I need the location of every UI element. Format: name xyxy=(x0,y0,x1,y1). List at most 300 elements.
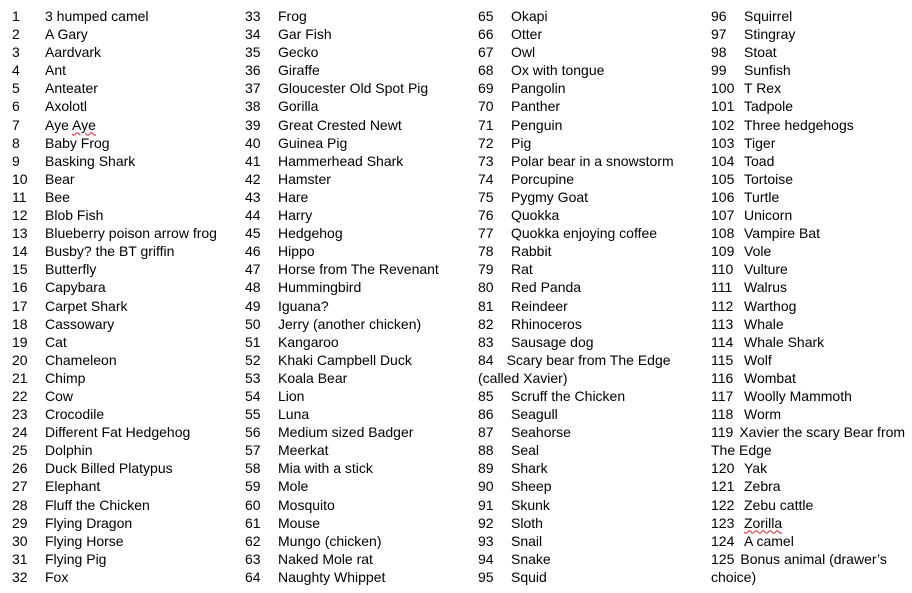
item-number: 86 xyxy=(478,406,494,423)
item-name: Flying Dragon xyxy=(45,514,133,531)
item-number: 37 xyxy=(245,80,261,97)
list-item xyxy=(711,550,912,586)
item-number: 62 xyxy=(245,532,261,549)
list-item xyxy=(478,514,706,532)
item-name: Hamster xyxy=(278,170,331,187)
item-name: Bee xyxy=(45,188,70,205)
item-number: 4 xyxy=(12,62,20,79)
item-name: Quokka enjoying coffee xyxy=(511,225,658,242)
list-item xyxy=(711,43,912,61)
item-name: Duck Billed Platypus xyxy=(45,460,173,477)
item-number: 76 xyxy=(478,207,494,224)
item-number: 79 xyxy=(478,261,494,278)
list-item xyxy=(478,423,706,441)
list-item xyxy=(12,532,240,550)
item-name: Anteater xyxy=(45,80,98,97)
column-1 xyxy=(12,7,240,586)
item-number: 122 xyxy=(711,496,735,513)
list-item xyxy=(711,188,912,206)
item-name: Whale xyxy=(744,315,784,332)
list-item xyxy=(12,224,240,242)
item-number: 50 xyxy=(245,315,261,332)
item-number: 101 xyxy=(711,98,735,115)
item-name: Cow xyxy=(45,387,74,404)
item-name: Skunk xyxy=(511,496,550,513)
list-item xyxy=(478,532,706,550)
list-item xyxy=(245,206,473,224)
item-number: 66 xyxy=(478,26,494,43)
item-name: Chameleon xyxy=(45,351,117,368)
item-name: Sheep xyxy=(511,478,552,495)
item-number: 109 xyxy=(711,243,735,260)
item-name: Luna xyxy=(278,406,310,423)
item-number: 41 xyxy=(245,152,261,169)
item-name: Owl xyxy=(511,44,536,61)
item-name: Gar Fish xyxy=(278,26,332,43)
item-name: 3 humped camel xyxy=(45,8,149,24)
item-number: 73 xyxy=(478,152,494,169)
item-name: Capybara xyxy=(45,279,106,296)
item-number: 24 xyxy=(12,424,28,441)
item-name: Frog xyxy=(278,8,307,24)
item-name: Hare xyxy=(278,188,309,205)
item-name: Porcupine xyxy=(511,170,575,187)
item-name: Hammerhead Shark xyxy=(278,152,404,169)
item-number: 2 xyxy=(12,26,20,43)
item-number: 20 xyxy=(12,351,28,368)
list-item xyxy=(711,369,912,387)
item-number: 6 xyxy=(12,98,20,115)
list-item xyxy=(12,61,240,79)
item-name: Naked Mole rat xyxy=(278,550,373,567)
item-number: 117 xyxy=(711,387,734,404)
item-name: Bonus animal (drawer’s choice) xyxy=(711,550,887,585)
list-item xyxy=(12,43,240,61)
list-item xyxy=(711,351,912,369)
list-item xyxy=(245,369,473,387)
item-name: Sunfish xyxy=(744,62,791,79)
list-item xyxy=(711,224,912,242)
list-item xyxy=(711,278,912,296)
item-name: Busby? the BT griffin xyxy=(45,243,175,260)
item-number: 75 xyxy=(478,188,494,205)
list-item xyxy=(245,79,473,97)
item-name: Aye Aye xyxy=(45,116,96,133)
item-number: 70 xyxy=(478,98,494,115)
item-number: 33 xyxy=(245,8,261,24)
item-number: 116 xyxy=(711,369,734,386)
item-name: Tiger xyxy=(744,134,776,151)
list-item xyxy=(12,333,240,351)
item-number: 36 xyxy=(245,62,261,79)
item-name: Quokka xyxy=(511,207,560,224)
list-item xyxy=(12,387,240,405)
item-name: Medium sized Badger xyxy=(278,424,414,441)
list-item xyxy=(711,315,912,333)
item-number: 59 xyxy=(245,478,261,495)
list-item xyxy=(711,79,912,97)
item-number: 3 xyxy=(12,44,20,61)
list-item xyxy=(245,496,473,514)
item-name: Mosquito xyxy=(278,496,335,513)
item-name: Vulture xyxy=(744,261,788,278)
item-number: 93 xyxy=(478,532,494,549)
item-number: 125 xyxy=(711,550,735,567)
list-item xyxy=(478,7,706,25)
item-name: A Gary xyxy=(45,26,88,43)
item-number: 120 xyxy=(711,460,735,477)
item-name: Vampire Bat xyxy=(744,225,820,242)
item-name: Meerkat xyxy=(278,442,329,459)
column-2 xyxy=(245,7,473,586)
item-name: Stoat xyxy=(744,44,777,61)
item-number: 53 xyxy=(245,369,261,386)
item-name: Elephant xyxy=(45,478,101,495)
item-number: 13 xyxy=(12,225,28,242)
item-number: 42 xyxy=(245,170,261,187)
item-name: Shark xyxy=(511,460,548,477)
item-name: Sloth xyxy=(511,514,543,531)
item-name: Woolly Mammoth xyxy=(744,387,852,404)
list-item xyxy=(245,297,473,315)
item-number: 15 xyxy=(12,261,28,278)
list-item xyxy=(478,242,706,260)
item-name: Hummingbird xyxy=(278,279,362,296)
list-item xyxy=(711,152,912,170)
list-item xyxy=(12,568,240,586)
item-name: Jerry (another chicken) xyxy=(278,315,422,332)
item-name xyxy=(744,514,782,532)
item-name: Scruff the Chicken xyxy=(511,387,626,404)
item-number: 23 xyxy=(12,406,28,423)
list-item xyxy=(711,333,912,351)
item-name: Ox with tongue xyxy=(511,62,605,79)
item-name: Fox xyxy=(45,568,69,585)
list-item xyxy=(478,170,706,188)
item-number: 90 xyxy=(478,478,494,495)
list-item xyxy=(12,477,240,495)
list-item xyxy=(12,116,240,134)
item-number: 108 xyxy=(711,225,735,242)
item-name: Gloucester Old Spot Pig xyxy=(278,80,429,97)
item-name: Rat xyxy=(511,261,533,278)
item-name: Gorilla xyxy=(278,98,319,115)
item-name: Mia with a stick xyxy=(278,460,373,477)
item-number: 45 xyxy=(245,225,261,242)
item-number: 65 xyxy=(478,8,494,24)
list-item xyxy=(711,496,912,514)
item-name: Blob Fish xyxy=(45,207,104,224)
item-name: Great Crested Newt xyxy=(278,116,402,133)
list-item xyxy=(245,405,473,423)
item-name: Zebu cattle xyxy=(744,496,814,513)
list-item xyxy=(711,7,912,25)
list-item xyxy=(12,278,240,296)
list-item xyxy=(245,278,473,296)
item-number: 95 xyxy=(478,568,494,585)
list-item xyxy=(12,423,240,441)
list-item xyxy=(245,134,473,152)
item-number: 22 xyxy=(12,387,28,404)
item-number: 103 xyxy=(711,134,735,151)
item-name: Flying Horse xyxy=(45,532,124,549)
list-item xyxy=(478,260,706,278)
item-number: 5 xyxy=(12,80,20,97)
item-name: Otter xyxy=(511,26,543,43)
item-name: Fluff the Chicken xyxy=(45,496,150,513)
item-number: 114 xyxy=(711,333,734,350)
item-number: 12 xyxy=(12,207,28,224)
item-number: 56 xyxy=(245,424,261,441)
item-name: Lion xyxy=(278,387,305,404)
item-number: 82 xyxy=(478,315,494,332)
item-number: 14 xyxy=(12,243,28,260)
column-4 xyxy=(711,7,912,586)
item-number: 28 xyxy=(12,496,28,513)
item-name: Panther xyxy=(511,98,561,115)
list-item xyxy=(245,532,473,550)
item-number: 83 xyxy=(478,333,494,350)
list-item xyxy=(478,116,706,134)
list-item xyxy=(478,188,706,206)
item-number: 57 xyxy=(245,442,261,459)
item-number: 110 xyxy=(711,261,734,278)
item-name: Unicorn xyxy=(744,207,793,224)
list-item xyxy=(711,387,912,405)
item-name: Okapi xyxy=(511,8,548,24)
item-number: 48 xyxy=(245,279,261,296)
list-item xyxy=(245,7,473,25)
list-item xyxy=(711,170,912,188)
item-number: 67 xyxy=(478,44,494,61)
item-number: 27 xyxy=(12,478,28,495)
item-name: Ant xyxy=(45,62,67,79)
list-item xyxy=(12,297,240,315)
item-name: Xavier the scary Bear from The Edge xyxy=(711,424,906,459)
item-number: 19 xyxy=(12,333,28,350)
item-name: Rhinoceros xyxy=(511,315,582,332)
item-number: 91 xyxy=(478,496,494,513)
item-name: Harry xyxy=(278,207,313,224)
item-name: Koala Bear xyxy=(278,369,348,386)
item-name: Mole xyxy=(278,478,309,495)
item-number: 61 xyxy=(245,514,261,531)
list-item xyxy=(245,423,473,441)
item-number: 107 xyxy=(711,207,735,224)
item-number: 80 xyxy=(478,279,494,296)
list-item xyxy=(478,206,706,224)
item-name: Seal xyxy=(511,442,540,459)
item-number: 118 xyxy=(711,406,734,423)
item-name: Toad xyxy=(744,152,775,169)
item-number: 92 xyxy=(478,514,494,531)
list-item xyxy=(12,25,240,43)
list-item xyxy=(12,351,240,369)
list-item xyxy=(478,224,706,242)
item-number: 98 xyxy=(711,44,727,61)
item-name: Mungo (chicken) xyxy=(278,532,382,549)
item-name: Walrus xyxy=(744,279,788,296)
spellcheck-flag: Aye xyxy=(72,116,96,133)
item-name: T Rex xyxy=(744,80,782,97)
list-item xyxy=(478,79,706,97)
item-name: Zebra xyxy=(744,478,781,495)
item-name: Pygmy Goat xyxy=(511,188,589,205)
item-number: 87 xyxy=(478,424,494,441)
list-item xyxy=(12,7,240,25)
item-number: 104 xyxy=(711,152,735,169)
item-number: 26 xyxy=(12,460,28,477)
item-name: Whale Shark xyxy=(744,333,825,350)
list-item xyxy=(478,43,706,61)
item-number: 17 xyxy=(12,297,28,314)
list-item xyxy=(245,242,473,260)
list-item xyxy=(12,369,240,387)
item-number: 102 xyxy=(711,116,735,133)
list-item xyxy=(245,170,473,188)
list-item xyxy=(478,568,706,586)
list-item xyxy=(245,333,473,351)
item-name: Gecko xyxy=(278,44,319,61)
list-item xyxy=(711,477,912,495)
list-item xyxy=(478,550,706,568)
item-name: Basking Shark xyxy=(45,152,136,169)
item-name: Stingray xyxy=(744,26,796,43)
list-item xyxy=(478,387,706,405)
item-name: Mouse xyxy=(278,514,321,531)
item-number: 100 xyxy=(711,80,735,97)
item-name: Polar bear in a snowstorm xyxy=(511,152,674,169)
item-number: 106 xyxy=(711,188,735,205)
list-item xyxy=(711,260,912,278)
item-number: 11 xyxy=(12,188,27,205)
item-name: Horse from The Revenant xyxy=(278,261,439,278)
item-name: Wombat xyxy=(744,369,796,386)
list-item xyxy=(478,441,706,459)
list-item xyxy=(245,61,473,79)
list-item xyxy=(12,441,240,459)
item-number: 9 xyxy=(12,152,20,169)
item-name: A camel xyxy=(744,532,794,549)
list-item xyxy=(245,152,473,170)
item-number: 113 xyxy=(711,315,734,332)
list-item xyxy=(711,532,912,550)
list-item xyxy=(711,97,912,115)
item-number: 31 xyxy=(12,550,28,567)
list-item xyxy=(711,242,912,260)
list-item xyxy=(711,459,912,477)
list-item xyxy=(245,568,473,586)
item-name: Yak xyxy=(744,460,768,477)
list-item xyxy=(478,297,706,315)
list-item xyxy=(711,514,912,532)
item-number: 34 xyxy=(245,26,261,43)
item-number: 30 xyxy=(12,532,28,549)
item-name: Crocodile xyxy=(45,406,105,423)
list-item xyxy=(12,405,240,423)
list-item xyxy=(245,224,473,242)
list-item xyxy=(478,61,706,79)
list-item xyxy=(245,315,473,333)
item-name: Rabbit xyxy=(511,243,552,260)
list-item xyxy=(245,387,473,405)
item-number: 105 xyxy=(711,170,735,187)
item-name: Snail xyxy=(511,532,543,549)
list-item xyxy=(478,134,706,152)
list-item xyxy=(12,260,240,278)
list-item xyxy=(245,116,473,134)
item-name: Hedgehog xyxy=(278,225,343,242)
item-name: Chimp xyxy=(45,369,86,386)
item-name: Scary bear from The Edge (called Xavier) xyxy=(478,351,671,386)
item-number: 68 xyxy=(478,62,494,79)
item-name: Penguin xyxy=(511,116,563,133)
list-item xyxy=(478,477,706,495)
item-number: 111 xyxy=(711,279,733,296)
item-number: 38 xyxy=(245,98,261,115)
list-item xyxy=(711,423,912,459)
list-item xyxy=(12,459,240,477)
item-number: 99 xyxy=(711,62,727,79)
item-number: 58 xyxy=(245,460,261,477)
item-name: Iguana? xyxy=(278,297,329,314)
item-number: 77 xyxy=(478,225,494,242)
item-number: 40 xyxy=(245,134,261,151)
item-number: 55 xyxy=(245,406,261,423)
list-item xyxy=(478,97,706,115)
list-item xyxy=(12,170,240,188)
item-number: 1 xyxy=(12,8,20,24)
item-number: 8 xyxy=(12,134,20,151)
list-item xyxy=(12,206,240,224)
item-number: 39 xyxy=(245,116,261,133)
item-name: Butterfly xyxy=(45,261,97,278)
item-name: Bear xyxy=(45,170,75,187)
item-number: 124 xyxy=(711,532,735,549)
item-number: 60 xyxy=(245,496,261,513)
item-number: 97 xyxy=(711,26,727,43)
list-item xyxy=(711,25,912,43)
item-number: 63 xyxy=(245,550,261,567)
list-item xyxy=(478,278,706,296)
item-name: Seahorse xyxy=(511,424,571,441)
item-number: 119 xyxy=(711,424,734,441)
item-number: 78 xyxy=(478,243,494,260)
item-name: Khaki Campbell Duck xyxy=(278,351,412,368)
list-item xyxy=(245,477,473,495)
item-number: 64 xyxy=(245,568,261,585)
item-number: 25 xyxy=(12,442,28,459)
item-name: Dolphin xyxy=(45,442,93,459)
list-item xyxy=(245,550,473,568)
item-number: 112 xyxy=(711,297,734,314)
list-item xyxy=(711,206,912,224)
item-number: 71 xyxy=(478,116,494,133)
list-item xyxy=(12,79,240,97)
item-number: 94 xyxy=(478,550,494,567)
item-name: Warthog xyxy=(744,297,797,314)
list-item xyxy=(12,315,240,333)
item-name: Baby Frog xyxy=(45,134,110,151)
item-name: Guinea Pig xyxy=(278,134,348,151)
list-item xyxy=(478,25,706,43)
item-number: 51 xyxy=(245,333,261,350)
item-name: Vole xyxy=(744,243,772,260)
item-name: Aardvark xyxy=(45,44,102,61)
item-number: 21 xyxy=(12,369,28,386)
item-name: Blueberry poison arrow frog xyxy=(45,225,217,242)
item-number: 44 xyxy=(245,207,261,224)
